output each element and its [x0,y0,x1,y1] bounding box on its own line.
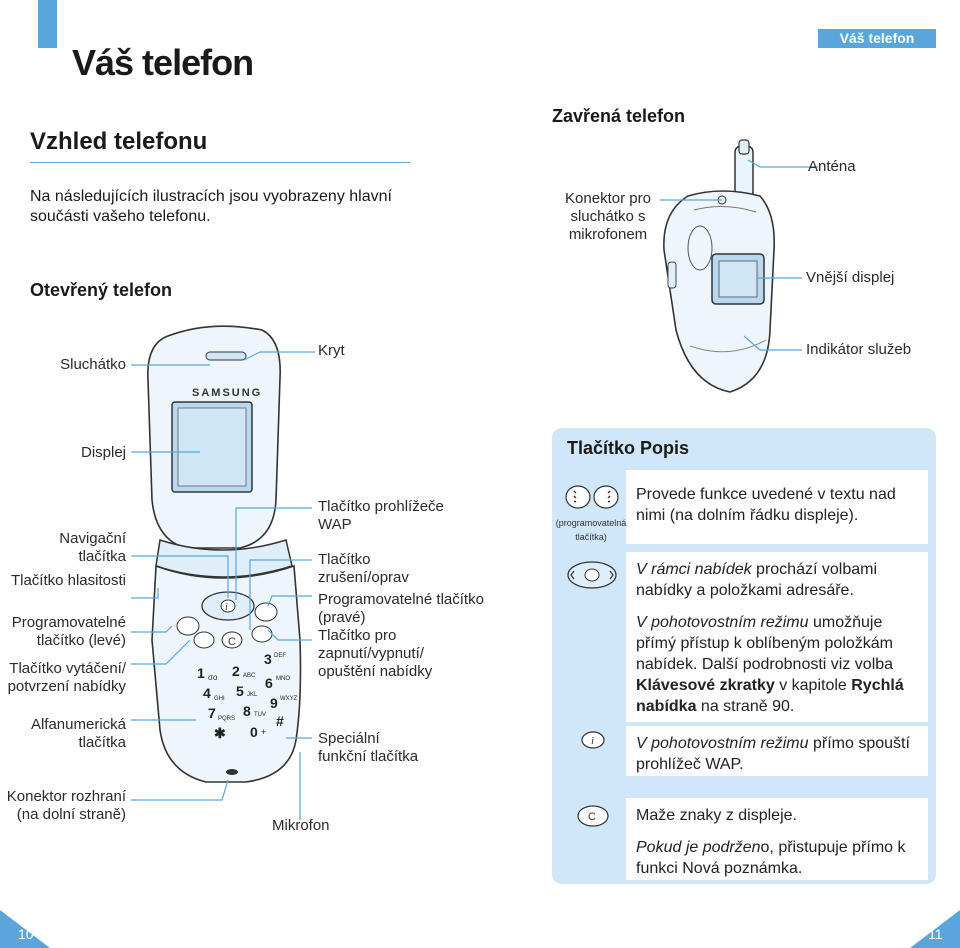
svg-text:C: C [228,636,236,648]
svg-text:ABC: ABC [243,673,256,679]
svg-text:3: 3 [264,651,272,667]
label-wap-key: Tlačítko prohlížeče WAP [318,498,444,533]
nav-key-icon [566,560,618,590]
label-external-display: Vnější displej [806,269,895,286]
desc-nav-key-menu: V rámci nabídek prochází volbami nabídky a položkami adresáře. [636,561,877,599]
label-clear-key: Tlačítko zrušení/oprav [318,551,409,586]
desc-clear-key: Maže znaky z displeje. [636,807,797,824]
svg-text:C: C [588,811,596,823]
svg-text:1: 1 [197,665,205,681]
svg-text:5: 5 [236,683,244,699]
svg-text:8: 8 [243,703,251,719]
svg-text:TUV: TUV [254,712,266,718]
soft-keys-caption: (programovatelná tlačítka) [555,518,627,542]
wap-key-icon [580,730,606,750]
desc-nav-key-standby: V pohotovostním režimu umožňuje přímý přístup k oblíbeným položkám nabídek. Další podrobnosti viz volba Klávesové zkratky v kapitole Rychlá nabídka na straně 90. [636,614,904,715]
label-alnum-keys: Alfanumerická tlačítka [30,716,126,751]
desc-wap-key: V pohotovostním režimu přímo spouští prohlížeč WAP. [636,735,910,773]
svg-text:2: 2 [232,663,240,679]
desc-clear-key-hold: Pokud je podrženo, přistupuje přímo k funkci Nová poznámka. [636,839,906,877]
svg-text:4: 4 [203,685,211,701]
svg-text:i: i [591,735,595,747]
soft-keys-icon [562,482,622,512]
svg-text:σο: σο [208,673,218,682]
label-antenna: Anténa [808,158,856,175]
label-earpiece: Sluchátko [60,356,126,373]
label-volume-keys: Tlačítko hlasitosti [10,572,126,589]
svg-text:✱: ✱ [214,725,226,741]
clear-key-icon [576,804,610,828]
label-soft-right: Programovatelné tlačítko (pravé) [318,591,484,626]
page-number-right: 11 [928,926,943,942]
closed-phone-illustration [664,140,774,392]
label-service-indicator: Indikátor služeb [806,341,912,358]
open-phone-title: Otevřený telefon [30,280,173,300]
intro-text: Na následujících ilustracích jsou vyobrazeny hlavní součásti vašeho telefonu. [30,188,392,225]
svg-text:i: i [225,602,228,613]
section-title: Vzhled telefonu [30,128,208,155]
svg-text:DEF: DEF [274,653,286,659]
label-microphone: Mikrofon [272,817,330,834]
svg-text:7: 7 [208,705,216,721]
brand-logo: SAMSUNG [192,387,263,399]
label-interface-connector: Konektor rozhraní (na dolní straně) [6,788,126,823]
page-number-left: 10 [18,926,34,942]
svg-text:PQRS: PQRS [218,716,236,722]
svg-text:#: # [276,713,284,729]
label-soft-left: Programovatelné tlačítko (levé) [11,614,126,649]
header-badge: Váš telefon [818,29,936,48]
desc-soft-keys: Provede funkce uvedené v textu nad nimi (na dolním řádku displeje). [636,486,896,524]
label-special-keys: Speciální funkční tlačítka [318,730,419,765]
label-display: Displej [80,444,126,461]
svg-text:JKL: JKL [247,692,258,698]
open-phone-illustration [148,326,301,782]
key-description-title: Tlačítko Popis [567,438,690,458]
svg-text:GHI: GHI [214,696,225,702]
label-power-key: Tlačítko pro zapnutí/vypnutí/ opuštění nabídky [318,627,433,680]
svg-text:WXYZ: WXYZ [280,696,298,702]
closed-phone-title: Zavřená telefon [552,106,686,126]
label-cover: Kryt [318,342,345,359]
svg-text:6: 6 [265,675,273,691]
label-nav-keys: Navigační tlačítka [59,530,126,565]
svg-text:MNO: MNO [276,676,290,682]
label-headset-connector: Konektor pro sluchátko s mikrofonem [565,190,651,243]
page-title: Váš telefon [72,42,254,83]
svg-text:+: + [261,727,267,737]
label-dial-key: Tlačítko vytáčení/ potvrzení nabídky [7,660,126,695]
svg-text:9: 9 [270,695,278,711]
svg-text:0: 0 [250,724,258,740]
